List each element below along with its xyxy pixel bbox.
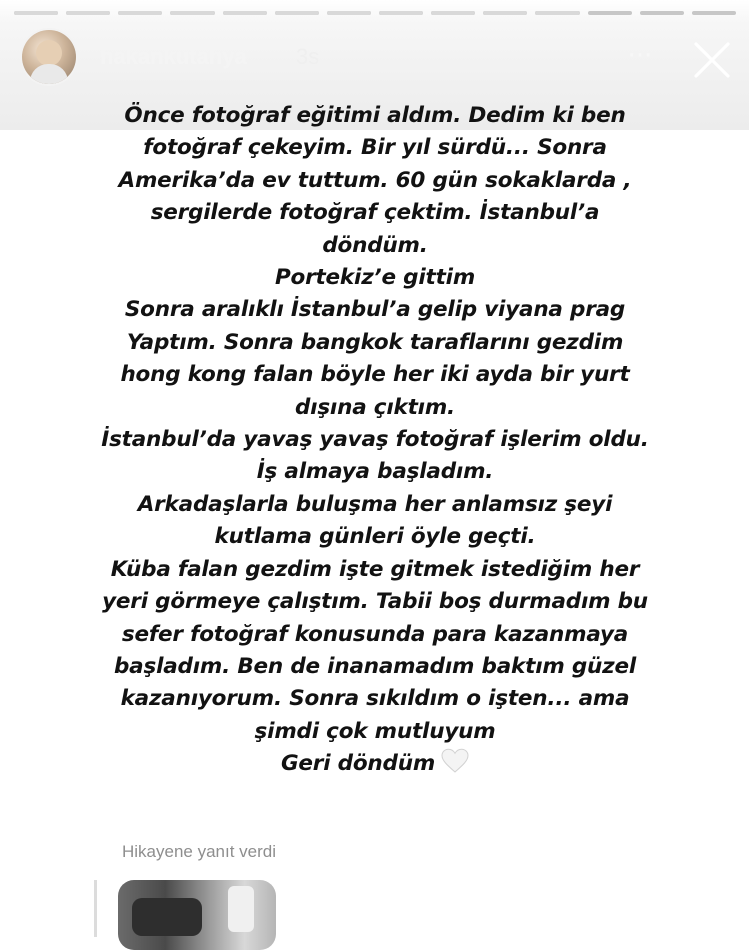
story-text-line: İstanbul’da yavaş yavaş fotoğraf işlerim oldu.	[101, 427, 649, 453]
story-text-line: kutlama günleri öyle geçti.	[214, 524, 536, 550]
story-progress-fill	[483, 11, 527, 15]
story-progress-segment	[640, 11, 684, 15]
story-text-line: Küba falan gezdim işte gitmek istediğim her	[110, 556, 640, 582]
story-progress-fill	[379, 11, 423, 15]
thumbnail-chair-shape	[132, 898, 202, 936]
story-progress-fill	[170, 11, 214, 15]
story-progress-segment	[66, 11, 110, 15]
story-progress-fill	[14, 11, 58, 15]
story-text	[40, 100, 710, 781]
story-text-line: döndüm.	[322, 232, 428, 258]
story-username[interactable]: hakankutahya	[100, 44, 247, 69]
story-timestamp: 3s	[296, 44, 320, 69]
story-progress-segment	[483, 11, 527, 15]
story-text-line: Yaptım. Sonra bangkok taraflarını gezdim	[126, 329, 624, 355]
reply-label: Hikayene yanıt verdi	[122, 842, 277, 861]
story-progress-fill	[66, 11, 110, 15]
story-text-line: hong kong falan böyle her iki ayda bir yurt	[120, 362, 630, 388]
avatar[interactable]	[22, 30, 76, 84]
close-icon[interactable]	[692, 40, 732, 80]
story-text-line: şimdi çok mutluyum	[254, 718, 496, 744]
thumbnail-lamp-shape	[228, 886, 254, 932]
story-progress-fill	[431, 11, 475, 15]
more-options-icon[interactable]: ···	[627, 41, 653, 71]
story-progress-segment	[588, 11, 632, 15]
story-text-line: dışına çıktım.	[294, 394, 456, 420]
story-text-line: fotoğraf çekeyim. Bir yıl sürdü... Sonra	[143, 135, 607, 161]
story-text-line: İş almaya başladım.	[256, 459, 494, 485]
story-progress-segment	[14, 11, 58, 15]
story-text-line: kazanıyorum. Sonra sıkıldım o işten... ama	[120, 686, 630, 712]
white-heart-icon	[441, 748, 469, 774]
story-text-line: yeri görmeye çalıştım. Tabii boş durmadım bu	[102, 589, 648, 615]
story-text-line: Portekiz’e gittim	[274, 265, 476, 291]
story-progress-segment	[275, 11, 319, 15]
story-progress-fill	[327, 11, 371, 15]
story-progress-fill	[223, 11, 267, 15]
avatar-body-shape	[30, 64, 68, 84]
story-progress-segment	[431, 11, 475, 15]
reply-quote-bar	[94, 880, 97, 937]
story-progress-fill	[118, 11, 162, 15]
story-text-line: Önce fotoğraf eğitimi aldım. Dedim ki ben	[124, 103, 626, 128]
story-text-line: Amerika’da ev tuttum. 60 gün sokaklarda ,	[118, 167, 632, 193]
story-progress-segment	[535, 11, 579, 15]
story-progress-segment	[327, 11, 371, 15]
replied-story-thumbnail[interactable]	[118, 880, 276, 950]
story-progress-segment	[170, 11, 214, 15]
story-text-line: sergilerde fotoğraf çektim. İstanbul’a	[150, 200, 600, 226]
story-progress-fill	[535, 11, 579, 15]
story-progress-segment	[692, 11, 736, 15]
story-text-line: Arkadaşlarla buluşma her anlamsız şeyi	[137, 491, 613, 517]
avatar-head-shape	[36, 40, 62, 66]
story-progress-segment	[223, 11, 267, 15]
story-text-line: başladım. Ben de inanamadım baktım güzel	[113, 653, 637, 679]
story-text-line: Geri döndüm	[280, 751, 436, 777]
story-progress-fill	[275, 11, 319, 15]
story-text-last-line	[40, 748, 710, 780]
story-progress-segment	[379, 11, 423, 15]
story-progress-bar	[14, 11, 736, 15]
story-progress-segment	[118, 11, 162, 15]
story-text-line: Sonra aralıklı İstanbul’a gelip viyana prag	[124, 297, 626, 323]
story-text-line: sefer fotoğraf konusunda para kazanmaya	[121, 621, 629, 647]
